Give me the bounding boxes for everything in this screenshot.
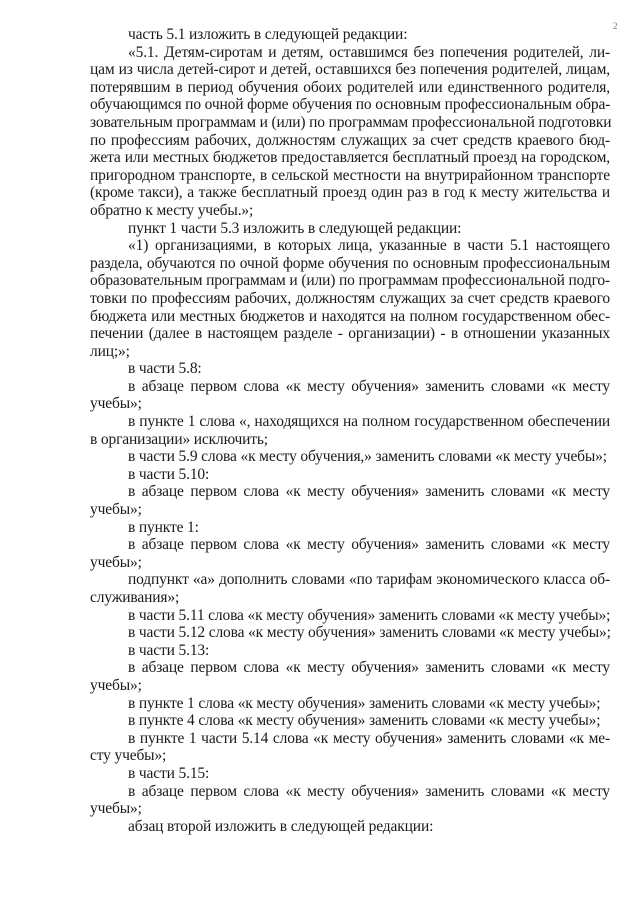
text-line: в части 5.8: xyxy=(128,360,202,378)
text-line: в части 5.12 слова «к месту обучения» заменить словами «к месту учебы»; xyxy=(128,624,611,642)
text-line: по профессиям рабочих, должностям служащих за счет средств краевого бюд- xyxy=(90,131,610,149)
text-line: служивания»; xyxy=(90,589,180,606)
text-line: в части 5.13: xyxy=(128,641,210,659)
text-line: зовательным программам и (или) по программам профессиональной подготовки xyxy=(90,113,612,131)
text-line: в пункте 4 слова «к месту обучения» заменить словами «к месту учебы»; xyxy=(128,712,601,730)
text-line: подпункт «а» дополнить словами «по тарифам экономического класса об- xyxy=(128,571,610,589)
text-line: учебы»; xyxy=(90,395,142,413)
text-line: учебы»; xyxy=(90,501,142,519)
text-line: в пункте 1: xyxy=(128,518,199,536)
text-line: учебы»; xyxy=(90,553,142,571)
text-line: в части 5.10: xyxy=(128,465,210,483)
text-line: в абзаце первом слова «к месту обучения» заменить словами «к месту xyxy=(128,782,610,800)
text-line: печении (далее в настоящем разделе - организации) - в отношении указанных xyxy=(90,325,610,343)
text-line: в части 5.9 слова «к месту обучения,» заменить словами «к месту учебы»; xyxy=(128,448,607,466)
text-line: образовательным программам и (или) по программам профессиональной подго- xyxy=(90,272,610,290)
document-body xyxy=(90,26,610,835)
text-line: (кроме такси), а также бесплатный проезд один раз в год к месту жительства и xyxy=(90,184,610,202)
text-line: учебы»; xyxy=(90,800,142,818)
text-line: бюджета или местных бюджетов и находятся на полном государственном обес- xyxy=(90,307,610,325)
text-line: сту учебы»; xyxy=(90,747,167,765)
text-line: абзац второй изложить в следующей редакции: xyxy=(128,817,434,835)
text-line: жета или местных бюджетов предоставляется бесплатный проезд на городском, xyxy=(90,149,610,167)
text-line: товки по профессиям рабочих, должностям служащих за счет средств краевого xyxy=(90,289,610,307)
text-line: в части 5.11 слова «к месту обучения» заменить словами «к месту учебы»; xyxy=(128,606,611,624)
page-number: 2 xyxy=(613,21,618,31)
text-line: в организации» исключить; xyxy=(90,430,268,448)
text-line: пункт 1 части 5.3 изложить в следующей редакции: xyxy=(128,219,462,237)
text-line: в части 5.15: xyxy=(128,764,210,782)
text-line: в абзаце первом слова «к месту обучения» заменить словами «к месту xyxy=(128,659,610,677)
text-line: пригородном транспорте, в сельской местности на внутрирайонном транспорте xyxy=(90,166,610,184)
text-line: лиц;»; xyxy=(90,342,130,360)
text-line: часть 5.1 изложить в следующей редакции: xyxy=(128,26,408,43)
text-line: цам из числа детей-сирот и детей, оставшихся без попечения родителей, лицам, xyxy=(90,61,610,79)
text-line: потерявшим в период обучения обоих родителей или единственного родителя, xyxy=(90,78,610,96)
text-line: в пункте 1 слова «, находящихся на полном государственном обеспечении xyxy=(128,413,610,431)
text-line: «5.1. Детям-сиротам и детям, оставшимся без попечения родителей, ли- xyxy=(128,43,610,61)
text-line: обратно к месту учебы.»; xyxy=(90,201,254,219)
text-line: в абзаце первом слова «к месту обучения» заменить словами «к месту xyxy=(128,483,610,501)
text-line: в пункте 1 слова «к месту обучения» заменить словами «к месту учебы»; xyxy=(128,694,601,712)
text-line: в пункте 1 части 5.14 слова «к месту обучения» заменить словами «к ме- xyxy=(128,729,610,747)
text-line: учебы»; xyxy=(90,676,142,694)
text-line: раздела, обучаются по очной форме обучения по основным профессиональным xyxy=(90,254,610,272)
text-line: в абзаце первом слова «к месту обучения» заменить словами «к месту xyxy=(128,377,610,395)
text-line: «1) организациями, в которых лица, указанные в части 5.1 настоящего xyxy=(128,237,610,255)
text-line: в абзаце первом слова «к месту обучения» заменить словами «к месту xyxy=(128,536,610,554)
text-line: обучающимся по очной форме обучения по основным профессиональным обра- xyxy=(90,96,611,114)
